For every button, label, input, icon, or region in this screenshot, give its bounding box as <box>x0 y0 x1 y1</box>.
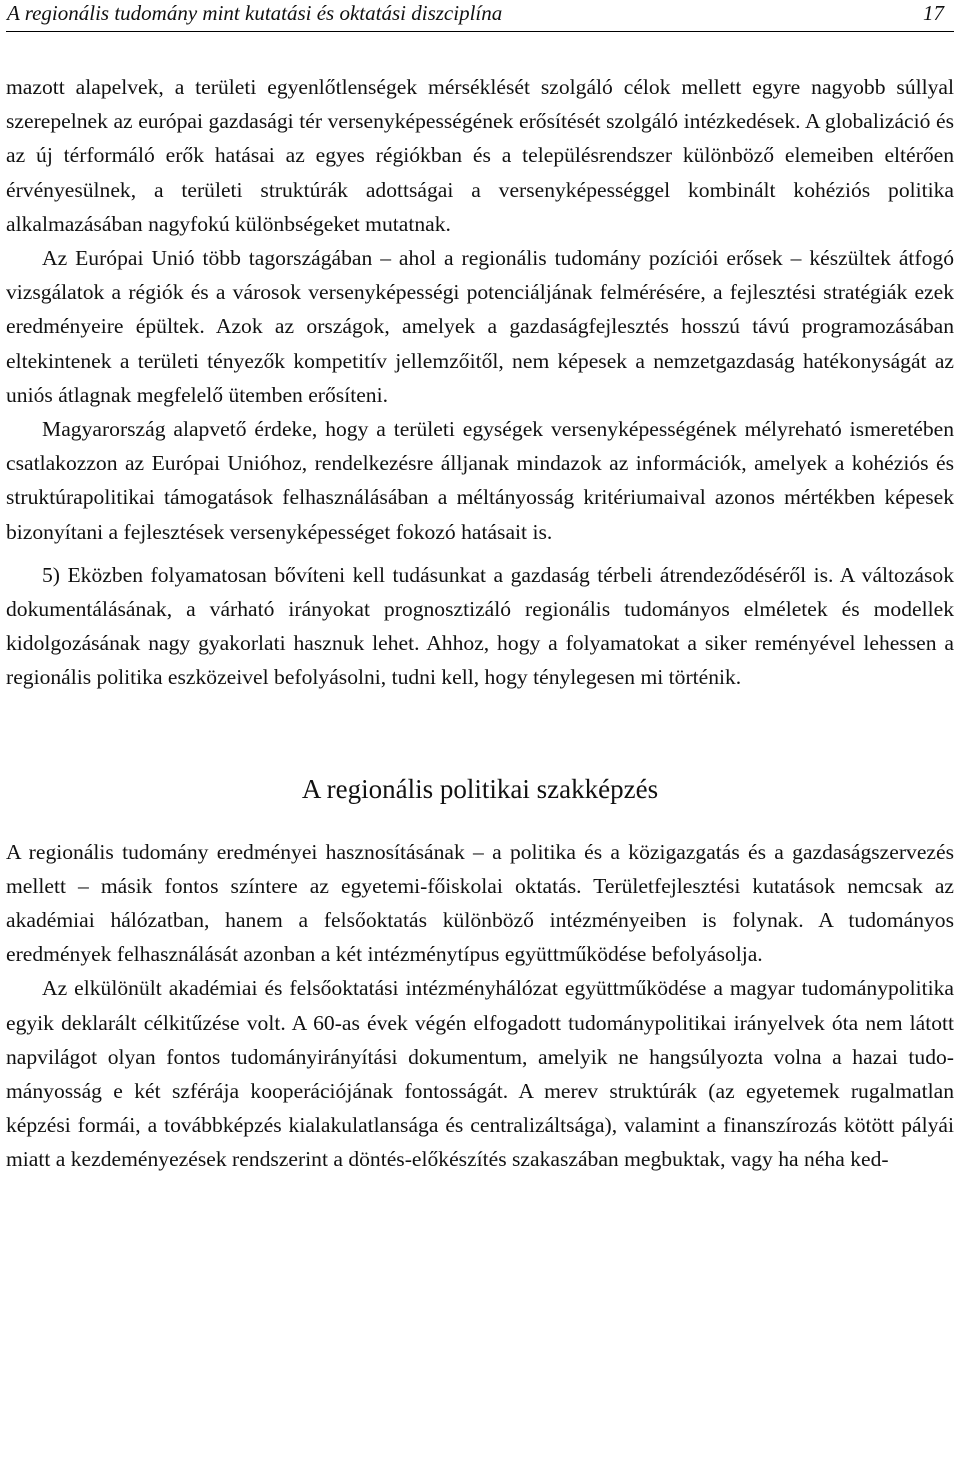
paragraph: Az Európai Unió több tagországában – ahol a regionális tudomány pozíciói erősek – készültek átfogó vizsgálatok a régiók és a városok versenyképességi potenciáljának felmérésére, a fejlesztési stratégiák ezek eredményeire épültek. Azok az országok, amelyek a gazdaságfejlesztés hosszú távú programozásában eltekintenek a területi tényezők kompetitív jellemzőitől, nem képesek a nemzetgazdaság hatékonyságát az uniós átlagnak megfelelő ütemben erősíteni. <box>6 246 954 407</box>
paragraph: Az elkülönült akadémiai és felsőoktatási intézményhálózat együttműködése a magyar tudománypolitika egyik deklarált célkitűzése volt. A 60-as évek végén elfogadott tudománypolitikai irányelvek óta nem látott napvilágot olyan fontos tudományirányítási dokumentum, amelyik ne hangsúlyozta volna a hazai tudományosság e két szférája kooperációjának fontosságát. A merev struktúrák (az egyetemek rugalmatlan képzési formái, a továbbképzés kialakulatlansága és centralizáltsága), valamint a finanszírozás kötött pályái miatt a kezdeményezések rendszerint a döntés-előkészítés szakaszában megbuktak, vagy ha néha ked- <box>6 976 954 1172</box>
paragraph: Magyarország alapvető érdeke, hogy a területi egységek versenyképességének mélyreható ismeretében csatlakozzon az Európai Unióhoz, rendelkezésre álljanak mindazok az információk, amelyek a kohéziós és struktúrapolitikai támogatások felhasználásában a méltányosság kritériumaival azonos mértékben képesek bizonyítani a fejlesztések versenyképességet fokozó hatásait is. <box>6 417 954 544</box>
paragraph-numbered-point: 5) Eközben folyamatosan bővíteni kell tudásunkat a gazdaság térbeli átrendeződéséről is. A változások dokumentálásának, a várható irányokat prognosztizáló regionális tudományos elméletek és modellek kidolgozásának nagy gyakorlati hasznuk lehet. Ahhoz, hogy a folyamatokat a siker reményével lehessen a regionális politika eszközeivel befolyásolni, tudni kell, hogy ténylegesen mi történik. <box>6 562 954 690</box>
page-number: 17 <box>923 1 944 25</box>
body-text <box>6 70 954 1177</box>
paragraph: A regionális tudomány eredményei hasznosításának – a politika és a közigazgatás és a gazdaságszervezés mellett – másik fontos színtere az egyetemi-főiskolai oktatás. Területfejlesztési kutatások nemcsak az akadémiai hálózatban, hanem a felsőoktatás különböző intézményeiben is folynak. A tudományos eredmények felhasználását azonban a két intézménytípus együttműködése befolyásolja. <box>6 839 954 967</box>
running-header <box>6 0 954 32</box>
paragraph-continued: mazott alapelvek, a területi egyenlőtlenségek mérséklését szolgáló célok mellett egyre nagyobb súllyal szerepelnek az európai gazdasági tér versenyképességének erősítését szolgáló intézkedések. A globalizáció és az új térformáló erők hatásai az egyes régiókban és a településrendszer különböző elemeiben eltérően érvényesülnek, a területi struktúrák adottságai a versenyképességgel kombinált kohéziós politika alkalmazásában nagyfokú különbségeket mutatnak. <box>6 75 954 236</box>
running-title: A regionális tudomány mint kutatási és oktatási diszciplína <box>7 1 503 25</box>
section-heading: A regionális politikai szakképzés <box>301 773 659 804</box>
